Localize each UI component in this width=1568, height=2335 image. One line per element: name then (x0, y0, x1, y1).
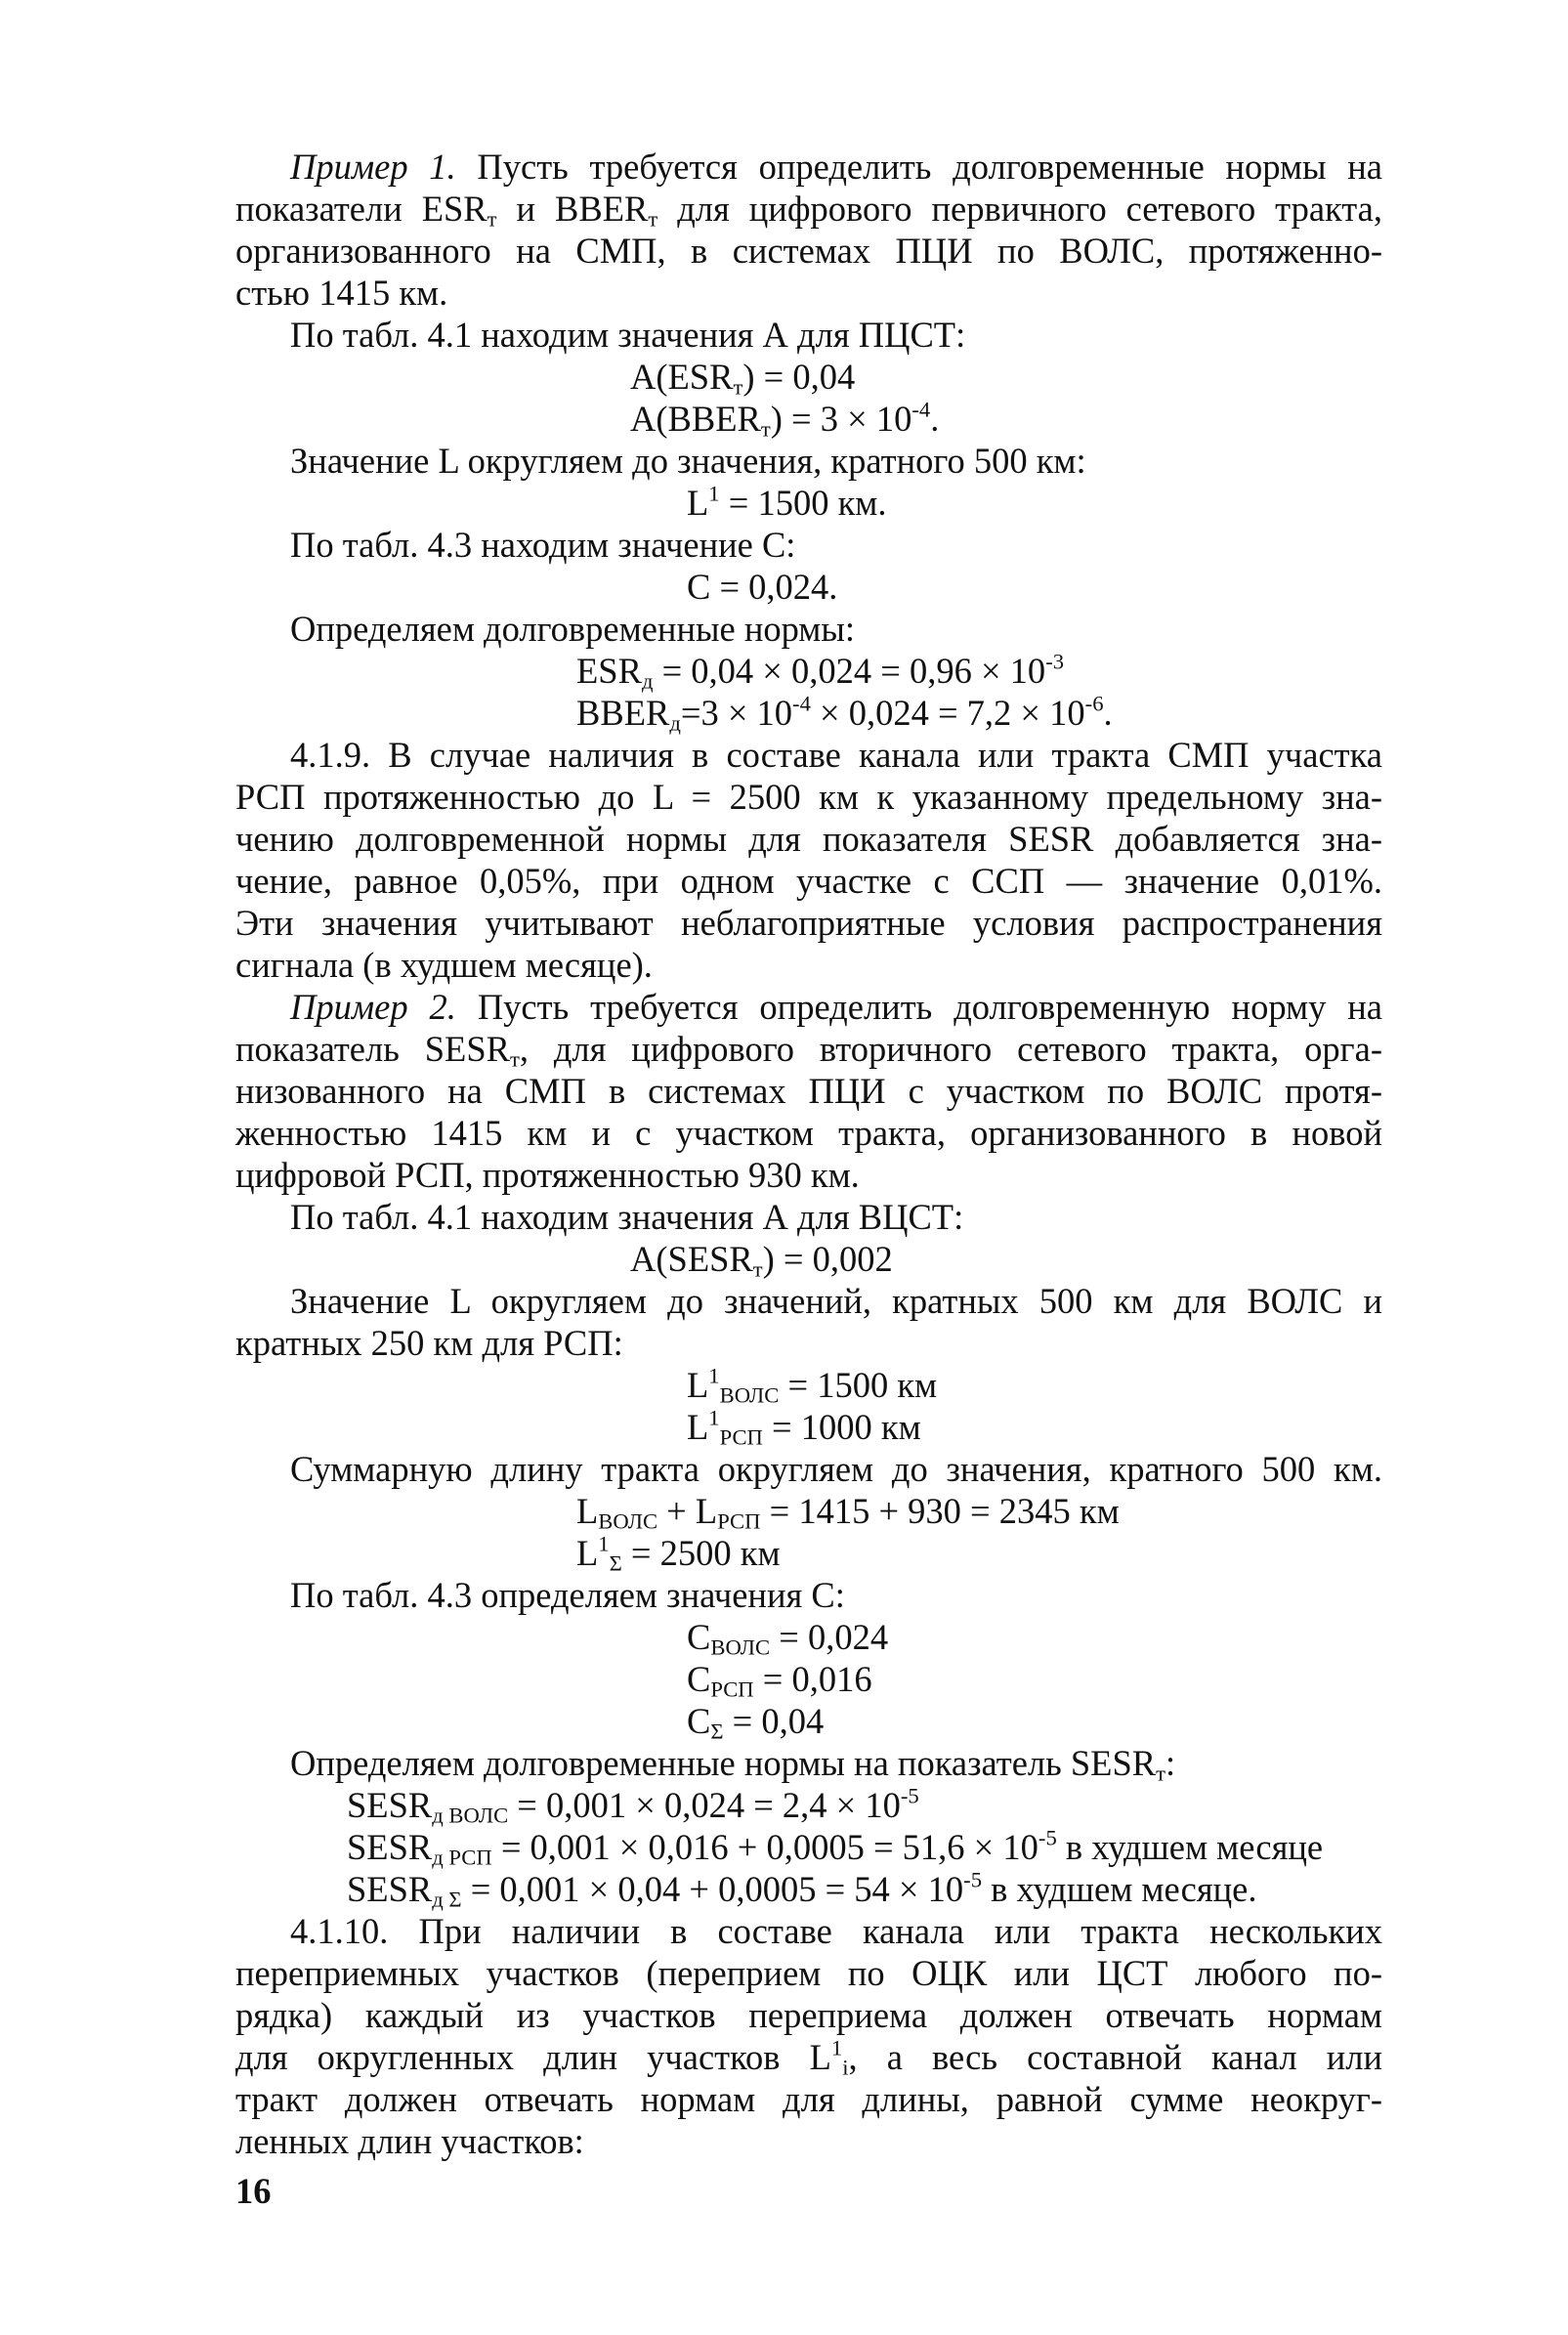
section-4-1-10-line-1: 4.1.10. При наличии в составе канала или тракта нескольких (290, 1911, 1382, 1951)
rounding-note-1: Значение L округляем до значения, кратного 500 км: (290, 441, 1086, 481)
section-4-1-9-line-4: чение, равное 0,05%, при одном участке с ССП — значение 0,01%. (235, 861, 1382, 901)
example-2-line-3: низованного на СМП в системах ПЦИ с участком по ВОЛС протя- (235, 1071, 1382, 1111)
section-4-1-9-line-3: чению долговременной нормы для показателя SESR добавляется зна- (235, 819, 1382, 859)
example-2-line-1: Пример 2. Пусть требуется определить долговременную норму на (290, 987, 1383, 1027)
section-4-1-9-line-2: РСП протяженностью до L = 2500 км к указанному предельному зна- (235, 777, 1382, 817)
table-ref-4-3-a: По табл. 4.3 находим значение С: (290, 525, 796, 565)
formula-l1-sigma: $L^1_\Sigma = 2500$ км (576, 1531, 781, 1576)
define-norms-1: Определяем долговременные нормы: (290, 609, 856, 649)
formula-c: С = 0,024. (687, 567, 838, 607)
formula-sesr-vols: $SESR_{д ВОЛС} = 0,001 \times 0,024 = 2,4 \times 10^{-5}$ (347, 1783, 919, 1828)
formula-l1-vols: $L^1_{ВОЛС} = 1500$ км (687, 1363, 938, 1408)
rounding-note-2-line-1: Значение L округляем до значений, кратных 500 км для ВОЛС и (290, 1281, 1382, 1321)
section-4-1-9-line-6: сигнала (в худшем месяце). (235, 945, 653, 985)
formula-c-sigma: $С_\Sigma = 0,04$ (687, 1701, 825, 1744)
example-1-line-4: стью 1415 км. (235, 273, 448, 313)
formula-sesr-sigma: $SESR_{д \Sigma} = 0,001 \times 0,04 + 0,0005 = 54 \times 10^{-5}$ в худшем месяце. (347, 1867, 1257, 1912)
example-2-line-4: женностью 1415 км и с участком тракта, организованного в новой (235, 1113, 1382, 1153)
rounding-note-2-line-2: кратных 250 км для РСП: (235, 1323, 623, 1363)
page-number: 16 (235, 2171, 272, 2211)
sum-rounding-note: Суммарную длину тракта округляем до значения, кратного 500 км. (290, 1449, 1382, 1489)
section-4-1-9-line-5: Эти значения учитывают неблагоприятные условия распространения (235, 903, 1382, 943)
section-4-1-10-line-2: переприемных участков (переприем по ОЦК или ЦСТ любого по- (235, 1953, 1382, 1993)
example-1-label: Пример 1. (290, 147, 456, 187)
formula-l1-rsp: $L^1_{РСП} = 1000$ км (687, 1405, 921, 1450)
section-4-1-10-line-6: ленных длин участков: (235, 2121, 584, 2161)
formula-c-rsp: $С_{РСП} = 0,016$ (687, 1659, 872, 1702)
example-1-line-1: Пример 1. Пусть требуется определить долговременные нормы на (290, 147, 1383, 187)
formula-bber-d: $BBER_д=3 \times 10^{-4} \times 0,024 = 7,2 \times 10^{-6}$. (576, 691, 1113, 736)
example-2-line-2: показатель $SESR_т$, для цифрового вторичного сетевого тракта, орга- (235, 1029, 1383, 1072)
example-2-line-5: цифровой РСП, протяженностью 930 км. (235, 1155, 860, 1195)
formula-sesr-rsp: $SESR_{д РСП} = 0,001 \times 0,016 + 0,0005 = 51,6 \times 10^{-5}$ в худшем месяце (347, 1825, 1324, 1870)
formula-esr-d: $ESR_д = 0,04 \times 0,024 = 0,96 \times 10^{-3}$ (576, 649, 1065, 694)
table-ref-4-1-b: По табл. 4.1 находим значения А для ВЦСТ: (290, 1197, 964, 1237)
example-2-label: Пример 2. (290, 987, 456, 1027)
table-ref-4-1-a: По табл. 4.1 находим значения А для ПЦСТ: (290, 315, 966, 355)
formula-a-bber: $А(BBER_т) = 3 \times 10^{-4}$. (630, 397, 940, 442)
formula-a-sesr: $А(SESR_т) = 0,002$ (630, 1239, 893, 1282)
example-1-line-3: организованного на СМП, в системах ПЦИ по ВОЛС, протяженно- (235, 231, 1382, 271)
formula-c-vols: $С_{ВОЛС} = 0,024$ (687, 1617, 889, 1660)
section-4-1-10-line-4: для округленных длин участков $L^1_i$, а весь составной канал или (235, 2035, 1382, 2080)
formula-l-sum: $L_{ВОЛС} + L_{РСП} = 1415 + 930 = 2345$ км (576, 1491, 1120, 1534)
define-norms-2: Определяем долговременные нормы на показатель $SESR_т$: (290, 1743, 1176, 1786)
section-4-1-10-line-5: тракт должен отвечать нормам для длины, равной сумме неокруг- (235, 2079, 1382, 2119)
section-4-1-9-line-1: 4.1.9. В случае наличия в составе канала или тракта СМП участка (290, 735, 1382, 775)
formula-l1: $L^1 = 1500$ км. (687, 481, 887, 523)
example-1-line-2: показатели $ESR_т$ и $BBER_т$ для цифрового первичного сетевого тракта, (235, 189, 1382, 232)
section-4-1-10-line-3: рядка) каждый из участков переприема должен отвечать нормам (235, 1995, 1382, 2035)
formula-a-esr: $А(ESR_т) = 0,04$ (630, 357, 856, 400)
table-ref-4-3-b: По табл. 4.3 определяем значения С: (290, 1575, 845, 1615)
